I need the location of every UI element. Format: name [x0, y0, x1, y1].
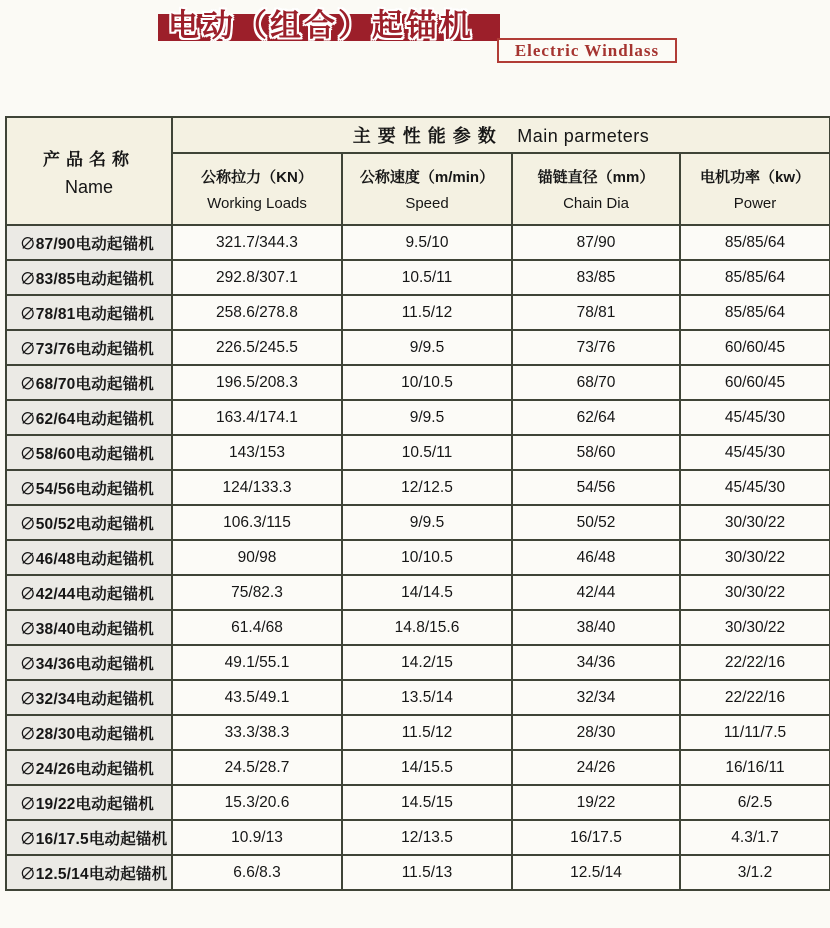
speed-cell: 11.5/12	[342, 715, 512, 750]
working-loads-header-en: Working Loads	[207, 195, 307, 212]
power-cell: 85/85/64	[680, 225, 830, 260]
power-cell: 30/30/22	[680, 610, 830, 645]
table-row	[6, 400, 830, 435]
column-header-speed	[342, 153, 512, 225]
chain-dia-cell: 28/30	[512, 715, 680, 750]
chain-dia-cell: 78/81	[512, 295, 680, 330]
chain-dia-cell: 87/90	[512, 225, 680, 260]
table-row	[6, 365, 830, 400]
chain-dia-cell: 16/17.5	[512, 820, 680, 855]
working-loads-cell: 43.5/49.1	[172, 680, 342, 715]
product-name-cell: ∅28/30电动起锚机	[6, 715, 172, 750]
product-name-cell: ∅34/36电动起锚机	[6, 645, 172, 680]
speed-cell: 9/9.5	[342, 505, 512, 540]
table-row	[6, 610, 830, 645]
working-loads-cell: 61.4/68	[172, 610, 342, 645]
main-header-row	[6, 117, 830, 153]
table-row	[6, 540, 830, 575]
working-loads-cell: 24.5/28.7	[172, 750, 342, 785]
working-loads-cell: 49.1/55.1	[172, 645, 342, 680]
speed-cell: 11.5/12	[342, 295, 512, 330]
power-cell: 45/45/30	[680, 470, 830, 505]
table-row	[6, 645, 830, 680]
power-cell: 11/11/7.5	[680, 715, 830, 750]
product-name-cell: ∅50/52电动起锚机	[6, 505, 172, 540]
power-cell: 30/30/22	[680, 575, 830, 610]
working-loads-cell: 258.6/278.8	[172, 295, 342, 330]
power-cell: 4.3/1.7	[680, 820, 830, 855]
main-parameters-header-cn: 主要性能参数	[352, 126, 503, 146]
speed-cell: 14/14.5	[342, 575, 512, 610]
working-loads-cell: 106.3/115	[172, 505, 342, 540]
working-loads-cell: 143/153	[172, 435, 342, 470]
working-loads-cell: 33.3/38.3	[172, 715, 342, 750]
table-row	[6, 575, 830, 610]
speed-cell: 14.2/15	[342, 645, 512, 680]
working-loads-cell: 124/133.3	[172, 470, 342, 505]
power-cell: 3/1.2	[680, 855, 830, 890]
product-name-cell: ∅87/90电动起锚机	[6, 225, 172, 260]
chain-dia-cell: 12.5/14	[512, 855, 680, 890]
chain-dia-cell: 68/70	[512, 365, 680, 400]
table-row	[6, 225, 830, 260]
power-cell: 60/60/45	[680, 365, 830, 400]
working-loads-header-cn: 公称拉力（KN）	[201, 169, 313, 186]
table-row	[6, 260, 830, 295]
product-name-cell: ∅58/60电动起锚机	[6, 435, 172, 470]
speed-cell: 9.5/10	[342, 225, 512, 260]
chain-dia-cell: 32/34	[512, 680, 680, 715]
power-cell: 22/22/16	[680, 645, 830, 680]
power-cell: 45/45/30	[680, 435, 830, 470]
chain-dia-cell: 19/22	[512, 785, 680, 820]
speed-cell: 14.8/15.6	[342, 610, 512, 645]
table-row	[6, 855, 830, 890]
column-header-product-name	[6, 117, 172, 225]
table-row	[6, 330, 830, 365]
product-name-cell: ∅62/64电动起锚机	[6, 400, 172, 435]
product-name-cell: ∅19/22电动起锚机	[6, 785, 172, 820]
chain-dia-cell: 34/36	[512, 645, 680, 680]
chain-dia-cell: 38/40	[512, 610, 680, 645]
product-name-cell: ∅24/26电动起锚机	[6, 750, 172, 785]
product-name-cell: ∅32/34电动起锚机	[6, 680, 172, 715]
product-name-header-cn: 产品名称	[43, 149, 135, 169]
chain-dia-cell: 83/85	[512, 260, 680, 295]
table-row	[6, 680, 830, 715]
working-loads-cell: 292.8/307.1	[172, 260, 342, 295]
power-header-en: Power	[733, 195, 777, 212]
speed-cell: 10/10.5	[342, 365, 512, 400]
table-row	[6, 820, 830, 855]
table-row	[6, 750, 830, 785]
power-cell: 22/22/16	[680, 680, 830, 715]
product-name-cell: ∅83/85电动起锚机	[6, 260, 172, 295]
working-loads-cell: 226.5/245.5	[172, 330, 342, 365]
chain-dia-cell: 54/56	[512, 470, 680, 505]
speed-cell: 10.5/11	[342, 260, 512, 295]
chain-dia-cell: 24/26	[512, 750, 680, 785]
speed-cell: 10/10.5	[342, 540, 512, 575]
power-cell: 16/16/11	[680, 750, 830, 785]
column-header-working-loads	[172, 153, 342, 225]
power-cell: 60/60/45	[680, 330, 830, 365]
table-body	[6, 225, 830, 890]
speed-cell: 12/12.5	[342, 470, 512, 505]
product-name-cell: ∅68/70电动起锚机	[6, 365, 172, 400]
main-parameters-header-en: Main parmeters	[517, 126, 650, 146]
chain-dia-cell: 62/64	[512, 400, 680, 435]
speed-header-cn: 公称速度（m/min）	[359, 169, 495, 186]
product-name-cell: ∅42/44电动起锚机	[6, 575, 172, 610]
speed-cell: 9/9.5	[342, 400, 512, 435]
working-loads-cell: 10.9/13	[172, 820, 342, 855]
page-title-english: Electric Windlass	[514, 40, 660, 60]
speed-cell: 11.5/13	[342, 855, 512, 890]
product-name-cell: ∅54/56电动起锚机	[6, 470, 172, 505]
power-cell: 45/45/30	[680, 400, 830, 435]
title-english-box	[497, 38, 677, 63]
column-header-main-parameters	[172, 117, 830, 153]
product-name-cell: ∅12.5/14电动起锚机	[6, 855, 172, 890]
speed-cell: 14.5/15	[342, 785, 512, 820]
chain-dia-header-cn: 锚链直径（mm）	[537, 169, 655, 186]
chain-dia-header-en: Chain Dia	[563, 195, 629, 212]
power-cell: 30/30/22	[680, 505, 830, 540]
column-header-chain-dia	[512, 153, 680, 225]
product-name-cell: ∅46/48电动起锚机	[6, 540, 172, 575]
chain-dia-cell: 50/52	[512, 505, 680, 540]
product-name-cell: ∅73/76电动起锚机	[6, 330, 172, 365]
column-header-power	[680, 153, 830, 225]
working-loads-cell: 321.7/344.3	[172, 225, 342, 260]
power-header-cn: 电机功率（kw）	[699, 169, 810, 186]
speed-cell: 13.5/14	[342, 680, 512, 715]
working-loads-cell: 163.4/174.1	[172, 400, 342, 435]
speed-cell: 10.5/11	[342, 435, 512, 470]
power-cell: 6/2.5	[680, 785, 830, 820]
product-name-cell: ∅38/40电动起锚机	[6, 610, 172, 645]
chain-dia-cell: 73/76	[512, 330, 680, 365]
speed-cell: 12/13.5	[342, 820, 512, 855]
table-row	[6, 505, 830, 540]
power-cell: 30/30/22	[680, 540, 830, 575]
working-loads-cell: 15.3/20.6	[172, 785, 342, 820]
spec-table	[5, 116, 830, 891]
table-row	[6, 785, 830, 820]
power-cell: 85/85/64	[680, 260, 830, 295]
working-loads-cell: 75/82.3	[172, 575, 342, 610]
working-loads-cell: 196.5/208.3	[172, 365, 342, 400]
speed-cell: 9/9.5	[342, 330, 512, 365]
working-loads-cell: 90/98	[172, 540, 342, 575]
product-name-cell: ∅16/17.5电动起锚机	[6, 820, 172, 855]
table-row	[6, 470, 830, 505]
table-row	[6, 295, 830, 330]
speed-header-en: Speed	[405, 195, 449, 212]
chain-dia-cell: 46/48	[512, 540, 680, 575]
table-row	[6, 435, 830, 470]
chain-dia-cell: 58/60	[512, 435, 680, 470]
page-title-chinese: 电动（组合）起锚机	[168, 8, 474, 43]
power-cell: 85/85/64	[680, 295, 830, 330]
chain-dia-cell: 42/44	[512, 575, 680, 610]
working-loads-cell: 6.6/8.3	[172, 855, 342, 890]
table-row	[6, 715, 830, 750]
speed-cell: 14/15.5	[342, 750, 512, 785]
product-name-header-en: Name	[64, 176, 113, 197]
product-name-cell: ∅78/81电动起锚机	[6, 295, 172, 330]
